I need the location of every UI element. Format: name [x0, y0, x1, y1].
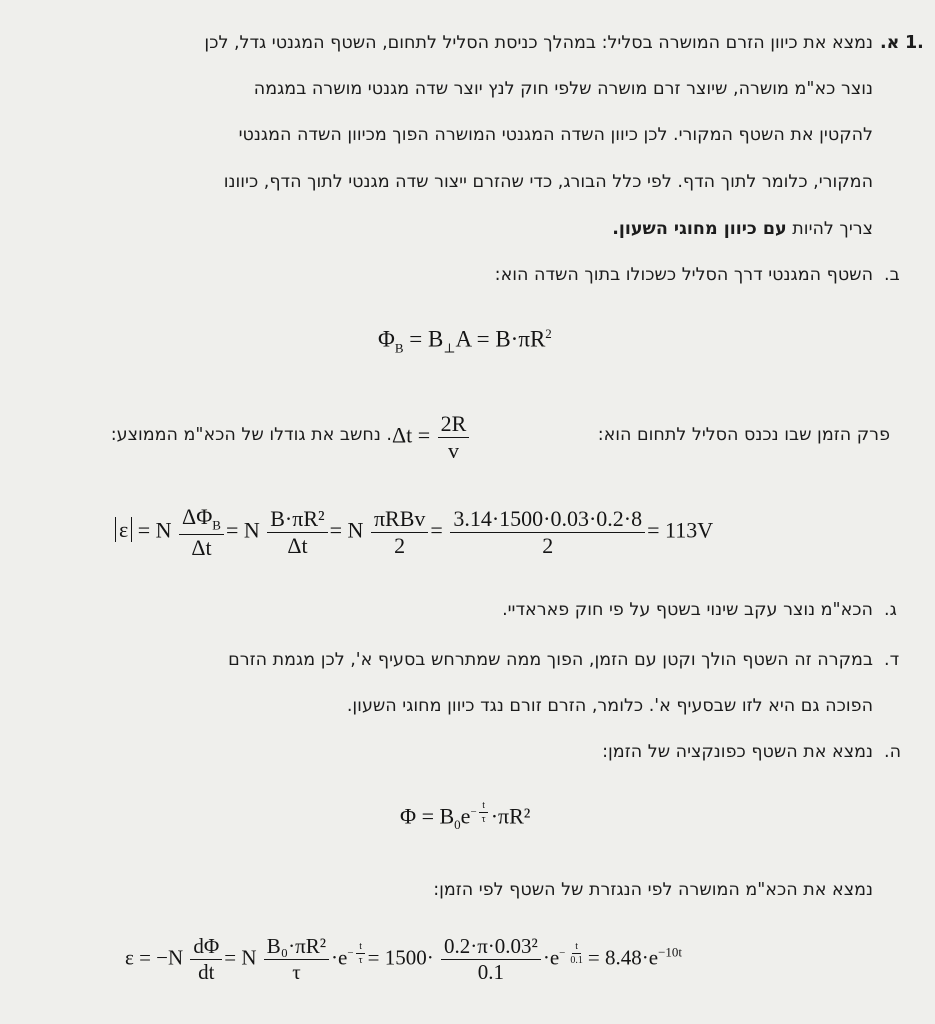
emf-t3-den: 2 [394, 532, 406, 558]
final-result: = 8.48·e [587, 945, 659, 970]
emf-term-4 [450, 507, 645, 558]
section-a-last-prefix: צריך להיות [792, 219, 873, 239]
final-frac-2 [264, 935, 329, 984]
section-a-line-4: המקורי, כלומר לתוך הדף. לפי כלל הבורג, כדי שהזרם ייצור שדה מגנטי לתוך הדף, כיוונו [223, 172, 873, 192]
final-emf-formula: ε = −N $\frac{d\Phi}{dt}$ = N $\frac{\text{B₀·πR²}}{\tau}$ $\cdot e^{- \frac{t}{\tau}}$ = 1500· $\frac{\text{0.2·π·0.03²}}{0.1}$ $\cdot e^{- \frac{t}{0.1}}$ = $8.48\cdot e^{-10t}$ [125, 934, 683, 985]
section-a-conclusion: עם כיוון מחוגי השעון. [612, 219, 787, 239]
section-a-line-1: נמצא את כיוון הזרם המושרה בסליל: במהלך כניסת הסליל לתחום, השטף המגנטי גדל, לכן [204, 33, 873, 53]
final-d-num: dΦ [190, 935, 222, 960]
emf-t1-sub: B [212, 517, 221, 533]
final-f3-den: 0.1 [477, 960, 505, 985]
emf-t3-num: πRBv [371, 507, 428, 533]
time-sentence [598, 425, 890, 445]
emf-formula: ε = N $\frac{\Delta\Phi_B}{\Delta t}$ = N $\frac{\text{B·πR²}}{\Delta t}$ = N $\frac{\text{πRBv}}{2}$ = $\frac{3.14\cdot 1500\cdot 0.03\cdot 0.2\cdot 8}{2}$ = 113V [115, 505, 713, 560]
time-numerator: 2R [438, 412, 470, 438]
time-fraction [438, 412, 470, 463]
emf-t2-den: Δt [287, 532, 308, 558]
section-b-label: ב. [884, 265, 900, 285]
derivative-text: נמצא את הכא"מ המושרה לפי הנגזרת של השטף לפי הזמן: [433, 880, 873, 900]
final-derivative [190, 935, 222, 984]
time-denominator: v [448, 438, 460, 464]
flux-t-base: e [460, 803, 471, 829]
section-a-line-2: נוצר כא"מ מושרה, שיוצר זרם מושרה שלפי חוק לנץ יוצר שדה מגנטי מושרה במגמה [253, 79, 873, 99]
emf-abs: ε [115, 517, 132, 542]
flux-t-exp-num: t [479, 800, 488, 813]
emf-t1-den: Δt [191, 534, 212, 560]
flux-t-sub: 0 [454, 816, 461, 832]
section-c-text: הכא"מ נוצר עקב שינוי בשטף על פי חוק פאראדיי. [502, 600, 873, 620]
section-a-label: א. [880, 33, 900, 53]
section-d-line-1: במקרה זה השטף הולך וקטן עם הזמן, הפוך ממה שמתרחש בסעיף א', לכן מגמת הזרם [228, 650, 873, 670]
section-b-text: השטף המגנטי דרך הסליל כשכולו בתוך השדה הוא: [494, 265, 873, 285]
time-text-before: פרק הזמן שבו נכנס הסליל לתחום הוא: [597, 425, 890, 445]
final-mid: = 1500· [367, 945, 434, 970]
final-exp2-num: t [572, 941, 581, 954]
emf-t2-num: B·πR² [267, 507, 327, 533]
section-d-label: ד. [884, 650, 900, 670]
flux-t-lhs: Φ = B [400, 803, 455, 829]
section-c-label: ג. [884, 600, 897, 620]
final-frac-3 [441, 935, 541, 984]
emf-t4-num: 3.14·1500·0.03·0.2·8 [450, 507, 645, 533]
emf-term-3 [371, 507, 428, 558]
final-lhs: ε = −N [125, 945, 184, 970]
emf-term-1 [179, 505, 224, 560]
flux-t-tail: ·πR² [490, 803, 531, 829]
flux-t-exp-den: τ [481, 814, 486, 825]
time-text-after: . נחשב את גודלו של הכא"מ הממוצע: [110, 425, 392, 445]
final-f2-den: τ [292, 960, 301, 985]
emf-t4-den: 2 [542, 532, 554, 558]
section-d-line-2: הפוכה גם היא לזו שבסעיף א'. כלומר, הזרם זורם נגד כיוון מחוגי השעון. [346, 696, 873, 716]
time-formula [392, 412, 471, 463]
question-number: 1. [905, 33, 924, 53]
section-a-line-3: להקטין את השטף המקורי. לכן כיוון השדה המגנטי המושרה הפוך מכיוון השדה המגנטי [238, 125, 873, 145]
emf-result: = 113V [647, 517, 714, 543]
flux-formula: $\Phi_B = B_\perp A = B\cdot\pi R^2$ [378, 326, 552, 356]
final-result-exp: −10t [658, 944, 683, 960]
section-e-label: ה. [884, 742, 901, 762]
final-d-den: dt [198, 960, 215, 985]
final-exp2-den: 0.1 [570, 955, 583, 967]
final-f3-num: 0.2·π·0.03² [441, 935, 541, 960]
emf-term-2 [267, 507, 327, 558]
final-exp1-num: t [356, 941, 365, 954]
emf-t1-num: ΔΦ [182, 504, 213, 529]
flux-time-formula: $\Phi = B_0e^{- \frac{t}{\tau}}$ ·πR² [400, 800, 531, 832]
time-lhs: Δt = [392, 422, 431, 448]
final-exp1-den: τ [358, 955, 363, 967]
section-e-text: נמצא את השטף כפונקציה של הזמן: [602, 742, 873, 762]
final-f2-num: B₀·πR² [264, 935, 329, 960]
section-a-line-5 [612, 219, 873, 239]
final-n: = N [224, 945, 257, 970]
